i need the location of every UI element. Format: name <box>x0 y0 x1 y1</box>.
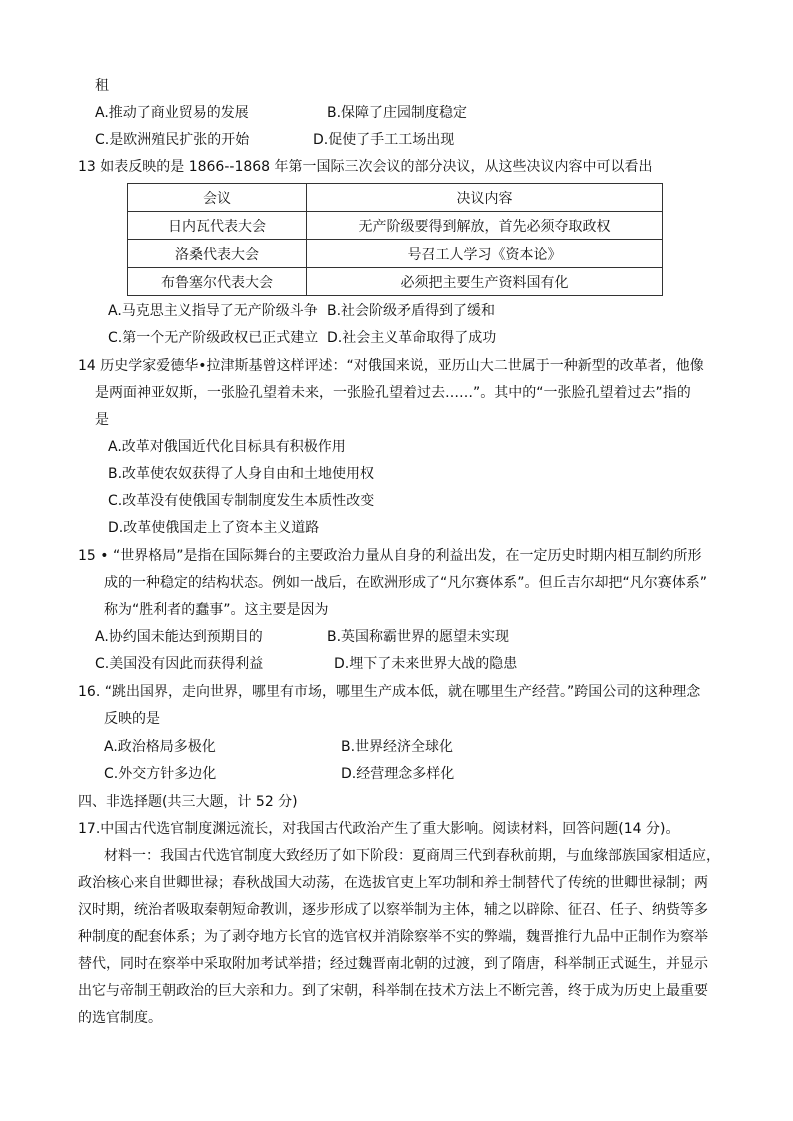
q17-material-line7: 的选官制度。 <box>78 1010 162 1026</box>
q14-stem-line3: 是 <box>95 412 109 428</box>
q15-option-a[interactable]: A.协约国未能达到预期目的 <box>95 629 263 645</box>
q14-stem-line1: 14 历史学家爱德华•拉津斯基曾这样评述：“对俄国来说，亚历山大二世属于一种新型的改革者，他像 <box>78 358 704 374</box>
q14-stem-line2: 是两面神亚奴斯，一张脸孔望着未来，一张脸孔望着过去……”。其中的“一张脸孔望着过去”指的 <box>95 385 691 401</box>
table-cell-meeting: 日内瓦代表大会 <box>128 212 307 240</box>
q14-option-a[interactable]: A.改革对俄国近代化目标具有积极作用 <box>108 439 346 455</box>
q13-option-a[interactable]: A.马克思主义指导了无产阶级斗争 <box>108 303 318 319</box>
q16-option-b[interactable]: B.世界经济全球化 <box>341 739 454 755</box>
q17-material-line4: 种制度的配套体系；为了剥夺地方长官的选官权并消除察举不实的弊端，魏晋推行九品中正制作为察举 <box>78 929 708 945</box>
q15-stem-line1: 15 • “世界格局”是指在国际舞台的主要政治力量从自身的利益出发，在一定历史时期内相互制约所形 <box>78 548 702 564</box>
q12-continuation: 租 <box>95 78 109 94</box>
q13-stem: 13 如表反映的是 1866--1868 年第一国际三次会议的部分决议，从这些决议内容中可以看出 <box>78 159 653 175</box>
q17-stem: 17.中国古代选官制度渊远流长，对我国古代政治产生了重大影响。阅读材料，回答问题(14 分)。 <box>78 821 680 837</box>
q16-stem-line2: 反映的是 <box>104 711 160 727</box>
q17-material-line2: 政治核心来自世卿世禄；春秋战国大动荡，在选拔官吏上军功制和养士制替代了传统的世卿世禄制；两 <box>78 875 708 891</box>
q17-material-line1: 材料一：我国古代选官制度大致经历了如下阶段：夏商周三代到春秋前期，与血缘部族国家相适应， <box>104 848 720 864</box>
table-cell-content: 必须把主要生产资料国有化 <box>307 268 663 296</box>
q12-option-a[interactable]: A.推动了商业贸易的发展 <box>95 105 249 121</box>
q12-option-b[interactable]: B.保障了庄园制度稳定 <box>327 105 468 121</box>
q15-option-b[interactable]: B.英国称霸世界的愿望未实现 <box>327 629 510 645</box>
q15-stem-line2: 成的一种稳定的结构状态。例如一战后，在欧洲形成了“凡尔赛体系”。但丘吉尔却把“凡尔赛体系” <box>104 575 708 591</box>
q16-option-d[interactable]: D.经营理念多样化 <box>341 766 455 782</box>
q12-option-c[interactable]: C.是欧洲殖民扩张的开始 <box>95 132 250 148</box>
q14-option-b[interactable]: B.改革使农奴获得了人身自由和土地使用权 <box>108 466 375 482</box>
table-row <box>128 212 663 240</box>
table-row <box>128 240 663 268</box>
table-cell-meeting: 洛桑代表大会 <box>128 240 307 268</box>
table-cell-content: 无产阶级要得到解放，首先必须夺取政权 <box>307 212 663 240</box>
q17-material-line5: 替代，同时在察举中采取附加考试举措；经过魏晋南北朝的过渡，到了隋唐，科举制正式诞生，并显示 <box>78 956 708 972</box>
q16-option-a[interactable]: A.政治格局多极化 <box>104 739 216 755</box>
q13-option-b[interactable]: B.社会阶级矛盾得到了缓和 <box>327 303 496 319</box>
q12-option-d[interactable]: D.促使了手工工场出现 <box>313 132 455 148</box>
table-header-meeting: 会议 <box>128 184 307 212</box>
q15-option-c[interactable]: C.美国没有因此而获得利益 <box>95 656 264 672</box>
q16-option-c[interactable]: C.外交方针多边化 <box>104 766 217 782</box>
table-row <box>128 268 663 296</box>
table-header-content: 决议内容 <box>307 184 663 212</box>
q13-resolutions-table <box>127 183 663 296</box>
q14-option-d[interactable]: D.改革使俄国走上了资本主义道路 <box>108 520 320 536</box>
table-cell-content: 号召工人学习《资本论》 <box>307 240 663 268</box>
q13-option-c[interactable]: C.第一个无产阶级政权已正式建立 <box>108 330 319 346</box>
table-cell-meeting: 布鲁塞尔代表大会 <box>128 268 307 296</box>
q15-stem-line3: 称为“胜利者的蠢事”。这主要是因为 <box>104 602 329 618</box>
table-header-row <box>128 184 663 212</box>
q15-option-d[interactable]: D.埋下了未来世界大战的隐患 <box>334 656 518 672</box>
q17-material-line6: 出它与帝制王朝政治的巨大亲和力。到了宋朝，科举制在技术方法上不断完善，终于成为历史上最重要 <box>78 983 708 999</box>
section-heading: 四、非选择题(共三大题，计 52 分) <box>78 794 298 810</box>
q16-stem-line1: 16. “跳出国界，走向世界，哪里有市场，哪里生产成本低，就在哪里生产经营。”跨国公司的这种理念 <box>78 684 701 700</box>
q14-option-c[interactable]: C.改革没有使俄国专制制度发生本质性改变 <box>108 493 375 509</box>
q17-material-line3: 汉时期，统治者吸取秦朝短命教训，逐步形成了以察举制为主体，辅之以辟除、征召、任子、纳赀等多 <box>78 902 708 918</box>
q13-option-d[interactable]: D.社会主义革命取得了成功 <box>327 330 497 346</box>
